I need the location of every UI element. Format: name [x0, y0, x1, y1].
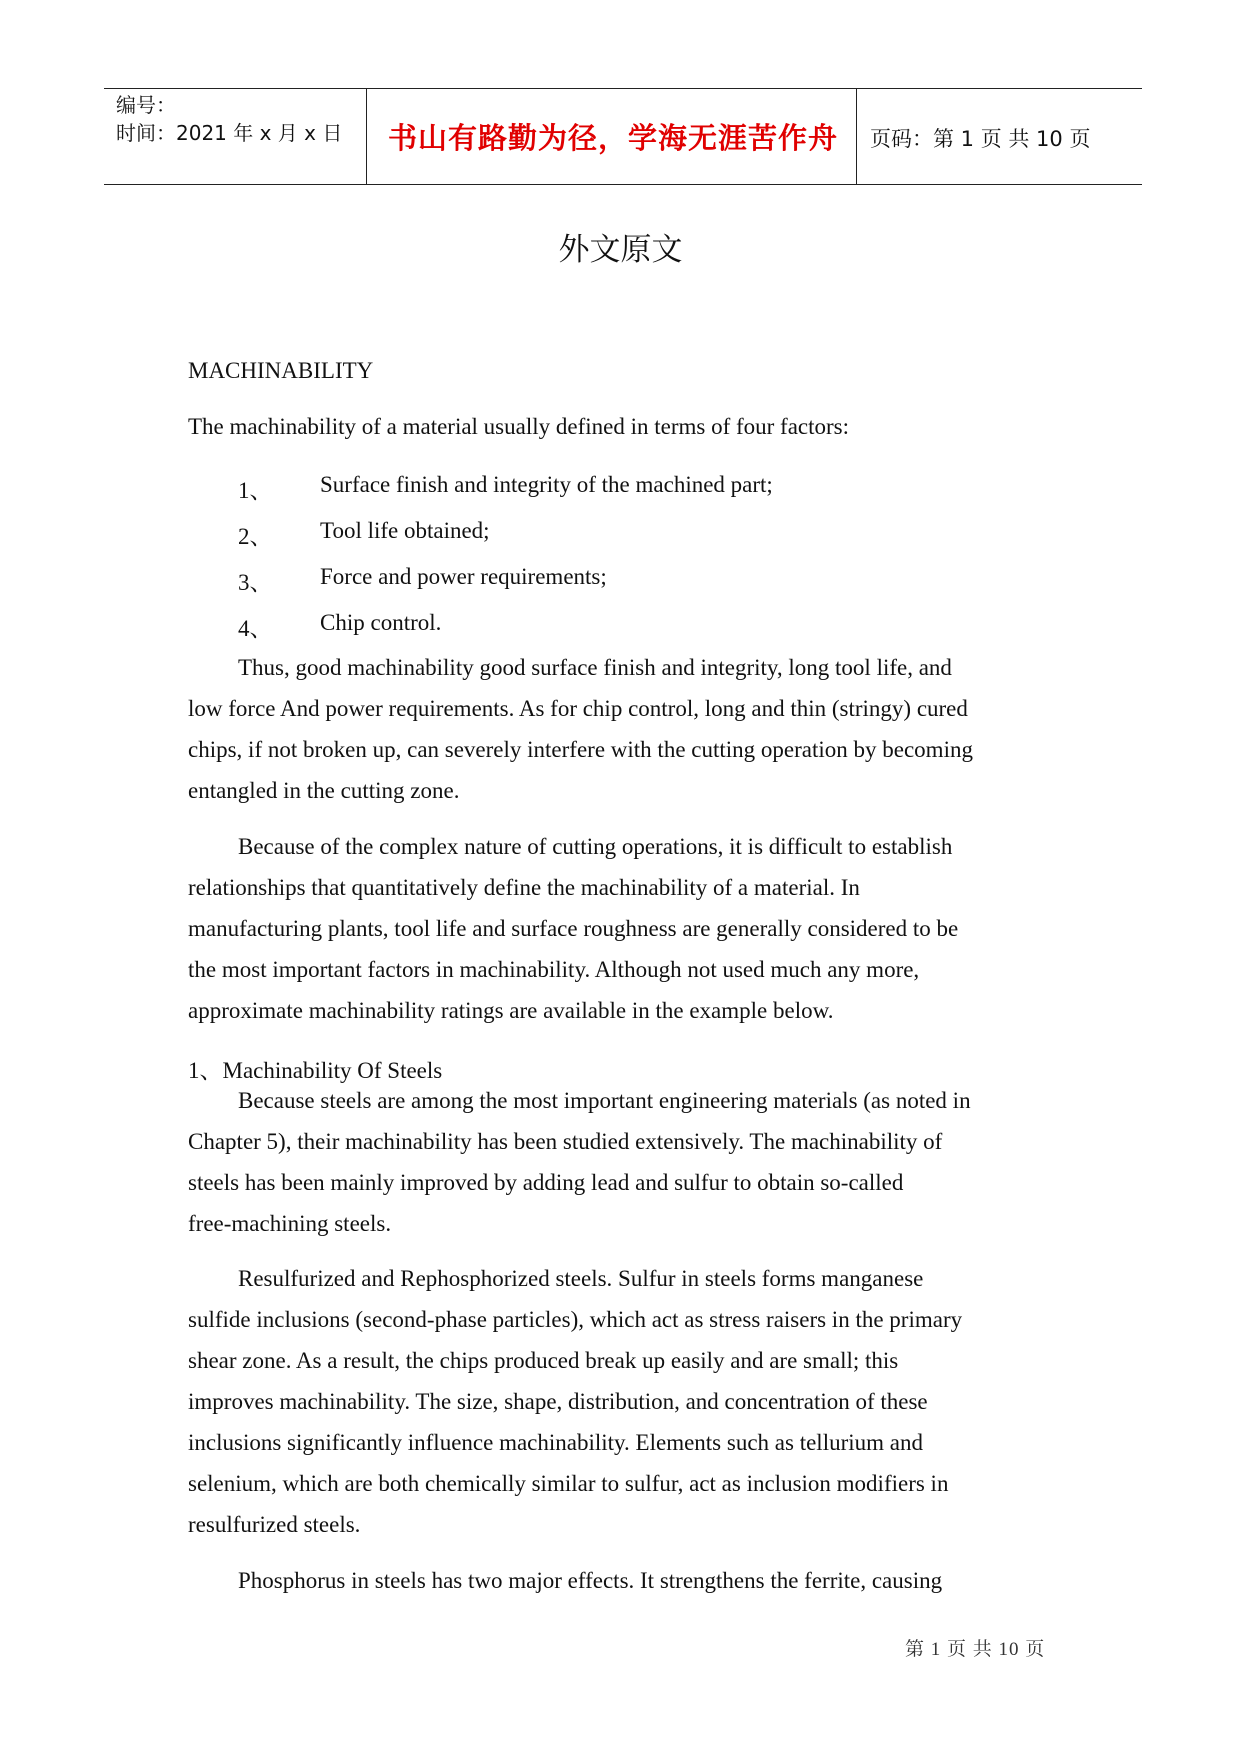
factor-text: Force and power requirements;: [320, 564, 607, 589]
paragraph-line: sulfide inclusions (second-phase particles), which act as stress raisers in the primary: [188, 1307, 963, 1332]
factor-number: 4、: [238, 616, 273, 641]
paragraph-line: improves machinability. The size, shape, distribution, and concentration of these: [188, 1389, 928, 1414]
paragraph-line: manufacturing plants, tool life and surface roughness are generally considered to be: [188, 916, 959, 941]
paragraph-line: resulfurized steels.: [188, 1512, 361, 1537]
page-footer: 第 1 页 共 10 页: [905, 1639, 1046, 1660]
paragraph-line: entangled in the cutting zone.: [188, 778, 460, 803]
paragraph-line: relationships that quantitatively define the machinability of a material. In: [188, 875, 860, 900]
factor-number: 2、: [238, 524, 273, 549]
header-motto: 书山有路勤为径，学海无涯苦作舟: [387, 121, 838, 155]
factor-text: Surface finish and integrity of the machined part;: [320, 472, 773, 497]
header-meta: [116, 91, 342, 147]
paragraph-line: Resulfurized and Rephosphorized steels. Sulfur in steels forms manganese: [238, 1266, 924, 1291]
section-heading: MACHINABILITY: [188, 358, 374, 383]
paragraph-line: Phosphorus in steels has two major effects. It strengthens the ferrite, causing: [238, 1568, 943, 1593]
factor-text: Chip control.: [320, 610, 442, 635]
factor-number: 3、: [238, 570, 273, 595]
intro-line: The machinability of a material usually defined in terms of four factors:: [188, 414, 850, 439]
time-label: 时间：2021 年 x 月 x 日: [116, 121, 343, 145]
paragraph-line: approximate machinability ratings are available in the example below.: [188, 998, 834, 1023]
paragraph-line: the most important factors in machinability. Although not used much any more,: [188, 957, 920, 982]
paragraph-line: free-machining steels.: [188, 1211, 392, 1236]
subsection-heading: 1、Machinability Of Steels: [188, 1058, 443, 1083]
factor-number: 1、: [238, 478, 273, 503]
paragraph-line: Because steels are among the most important engineering materials (as noted in: [238, 1088, 971, 1113]
paragraph-line: inclusions significantly influence machinability. Elements such as tellurium and: [188, 1430, 923, 1455]
serial-label: 编号：: [116, 93, 176, 117]
paragraph-line: Chapter 5), their machinability has been studied extensively. The machinability of: [188, 1129, 943, 1154]
paragraph-line: chips, if not broken up, can severely interfere with the cutting operation by becoming: [188, 737, 973, 762]
paragraph-line: steels has been mainly improved by adding lead and sulfur to obtain so-called: [188, 1170, 904, 1195]
factor-text: Tool life obtained;: [320, 518, 490, 543]
header-page-info: 页码：第 1 页 共 10 页: [870, 127, 1091, 151]
paragraph-line: selenium, which are both chemically similar to sulfur, act as inclusion modifiers in: [188, 1471, 949, 1496]
paragraph-line: Thus, good machinability good surface finish and integrity, long tool life, and: [238, 655, 952, 680]
document-header: [104, 88, 1142, 185]
paragraph-line: shear zone. As a result, the chips produced break up easily and are small; this: [188, 1348, 899, 1373]
document-title: 外文原文: [558, 232, 683, 268]
paragraph-line: Because of the complex nature of cutting operations, it is difficult to establish: [238, 834, 953, 859]
header-divider: [856, 89, 857, 184]
paragraph-line: low force And power requirements. As for chip control, long and thin (stringy) cured: [188, 696, 968, 721]
header-divider: [366, 89, 367, 184]
